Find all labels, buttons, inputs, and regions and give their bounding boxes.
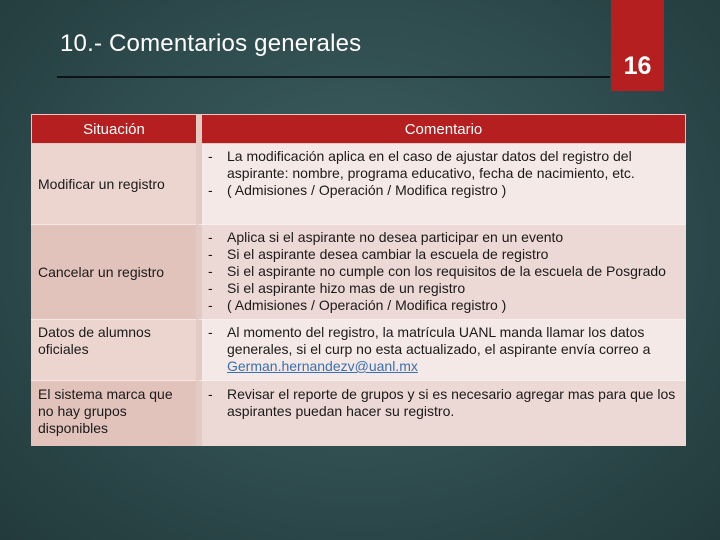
- slide-title: 10.- Comentarios generales: [60, 30, 362, 57]
- page-number-badge: [611, 0, 664, 91]
- comment-list: [202, 148, 676, 199]
- table-header-row: [31, 114, 686, 144]
- comment-text: Al momento del registro, la matrícula UANL manda llamar los datos generales, si el curp no esta actualizado, el aspirante envía correo a: [227, 324, 651, 357]
- comentario-cell: [196, 144, 686, 225]
- header-comentario: Comentario: [196, 114, 686, 144]
- list-item: - Revisar el reporte de grupos y si es necesario agregar mas para que los aspirantes puedan hacer su registro.: [202, 386, 676, 420]
- header-situacion: Situación: [31, 114, 196, 144]
- list-item: - ( Admisiones / Operación / Modifica registro ): [202, 297, 676, 314]
- comment-list: [202, 324, 676, 375]
- list-item: - Si el aspirante desea cambiar la escuela de registro: [202, 246, 676, 263]
- email-link[interactable]: German.hernandezv@uanl.mx: [227, 358, 418, 374]
- comments-table: [31, 114, 686, 446]
- situacion-cell: Datos de alumnos oficiales: [31, 320, 196, 381]
- comment-list: [202, 229, 676, 314]
- title-underline: [57, 76, 610, 78]
- list-item: - Si el aspirante no cumple con los requisitos de la escuela de Posgrado: [202, 263, 676, 280]
- page-number: 16: [623, 52, 652, 80]
- table-row: [31, 320, 686, 381]
- comment-list: [202, 386, 676, 420]
- comentario-cell: [196, 225, 686, 320]
- table-row: [31, 225, 686, 320]
- list-item: - Si el aspirante hizo mas de un registro: [202, 280, 676, 297]
- table-row: [31, 144, 686, 225]
- list-item: - Aplica si el aspirante no desea participar en un evento: [202, 229, 676, 246]
- list-item: [202, 324, 676, 375]
- situacion-cell: Cancelar un registro: [31, 225, 196, 320]
- list-item: - ( Admisiones / Operación / Modifica registro ): [202, 182, 676, 199]
- list-item: - La modificación aplica en el caso de ajustar datos del registro del aspirante: nombre, programa educativo, fecha de nacimiento, etc.: [202, 148, 676, 182]
- comentario-cell: [196, 320, 686, 381]
- situacion-cell: El sistema marca que no hay grupos disponibles: [31, 381, 196, 446]
- table-row: [31, 381, 686, 446]
- comentario-cell: [196, 381, 686, 446]
- situacion-cell: Modificar un registro: [31, 144, 196, 225]
